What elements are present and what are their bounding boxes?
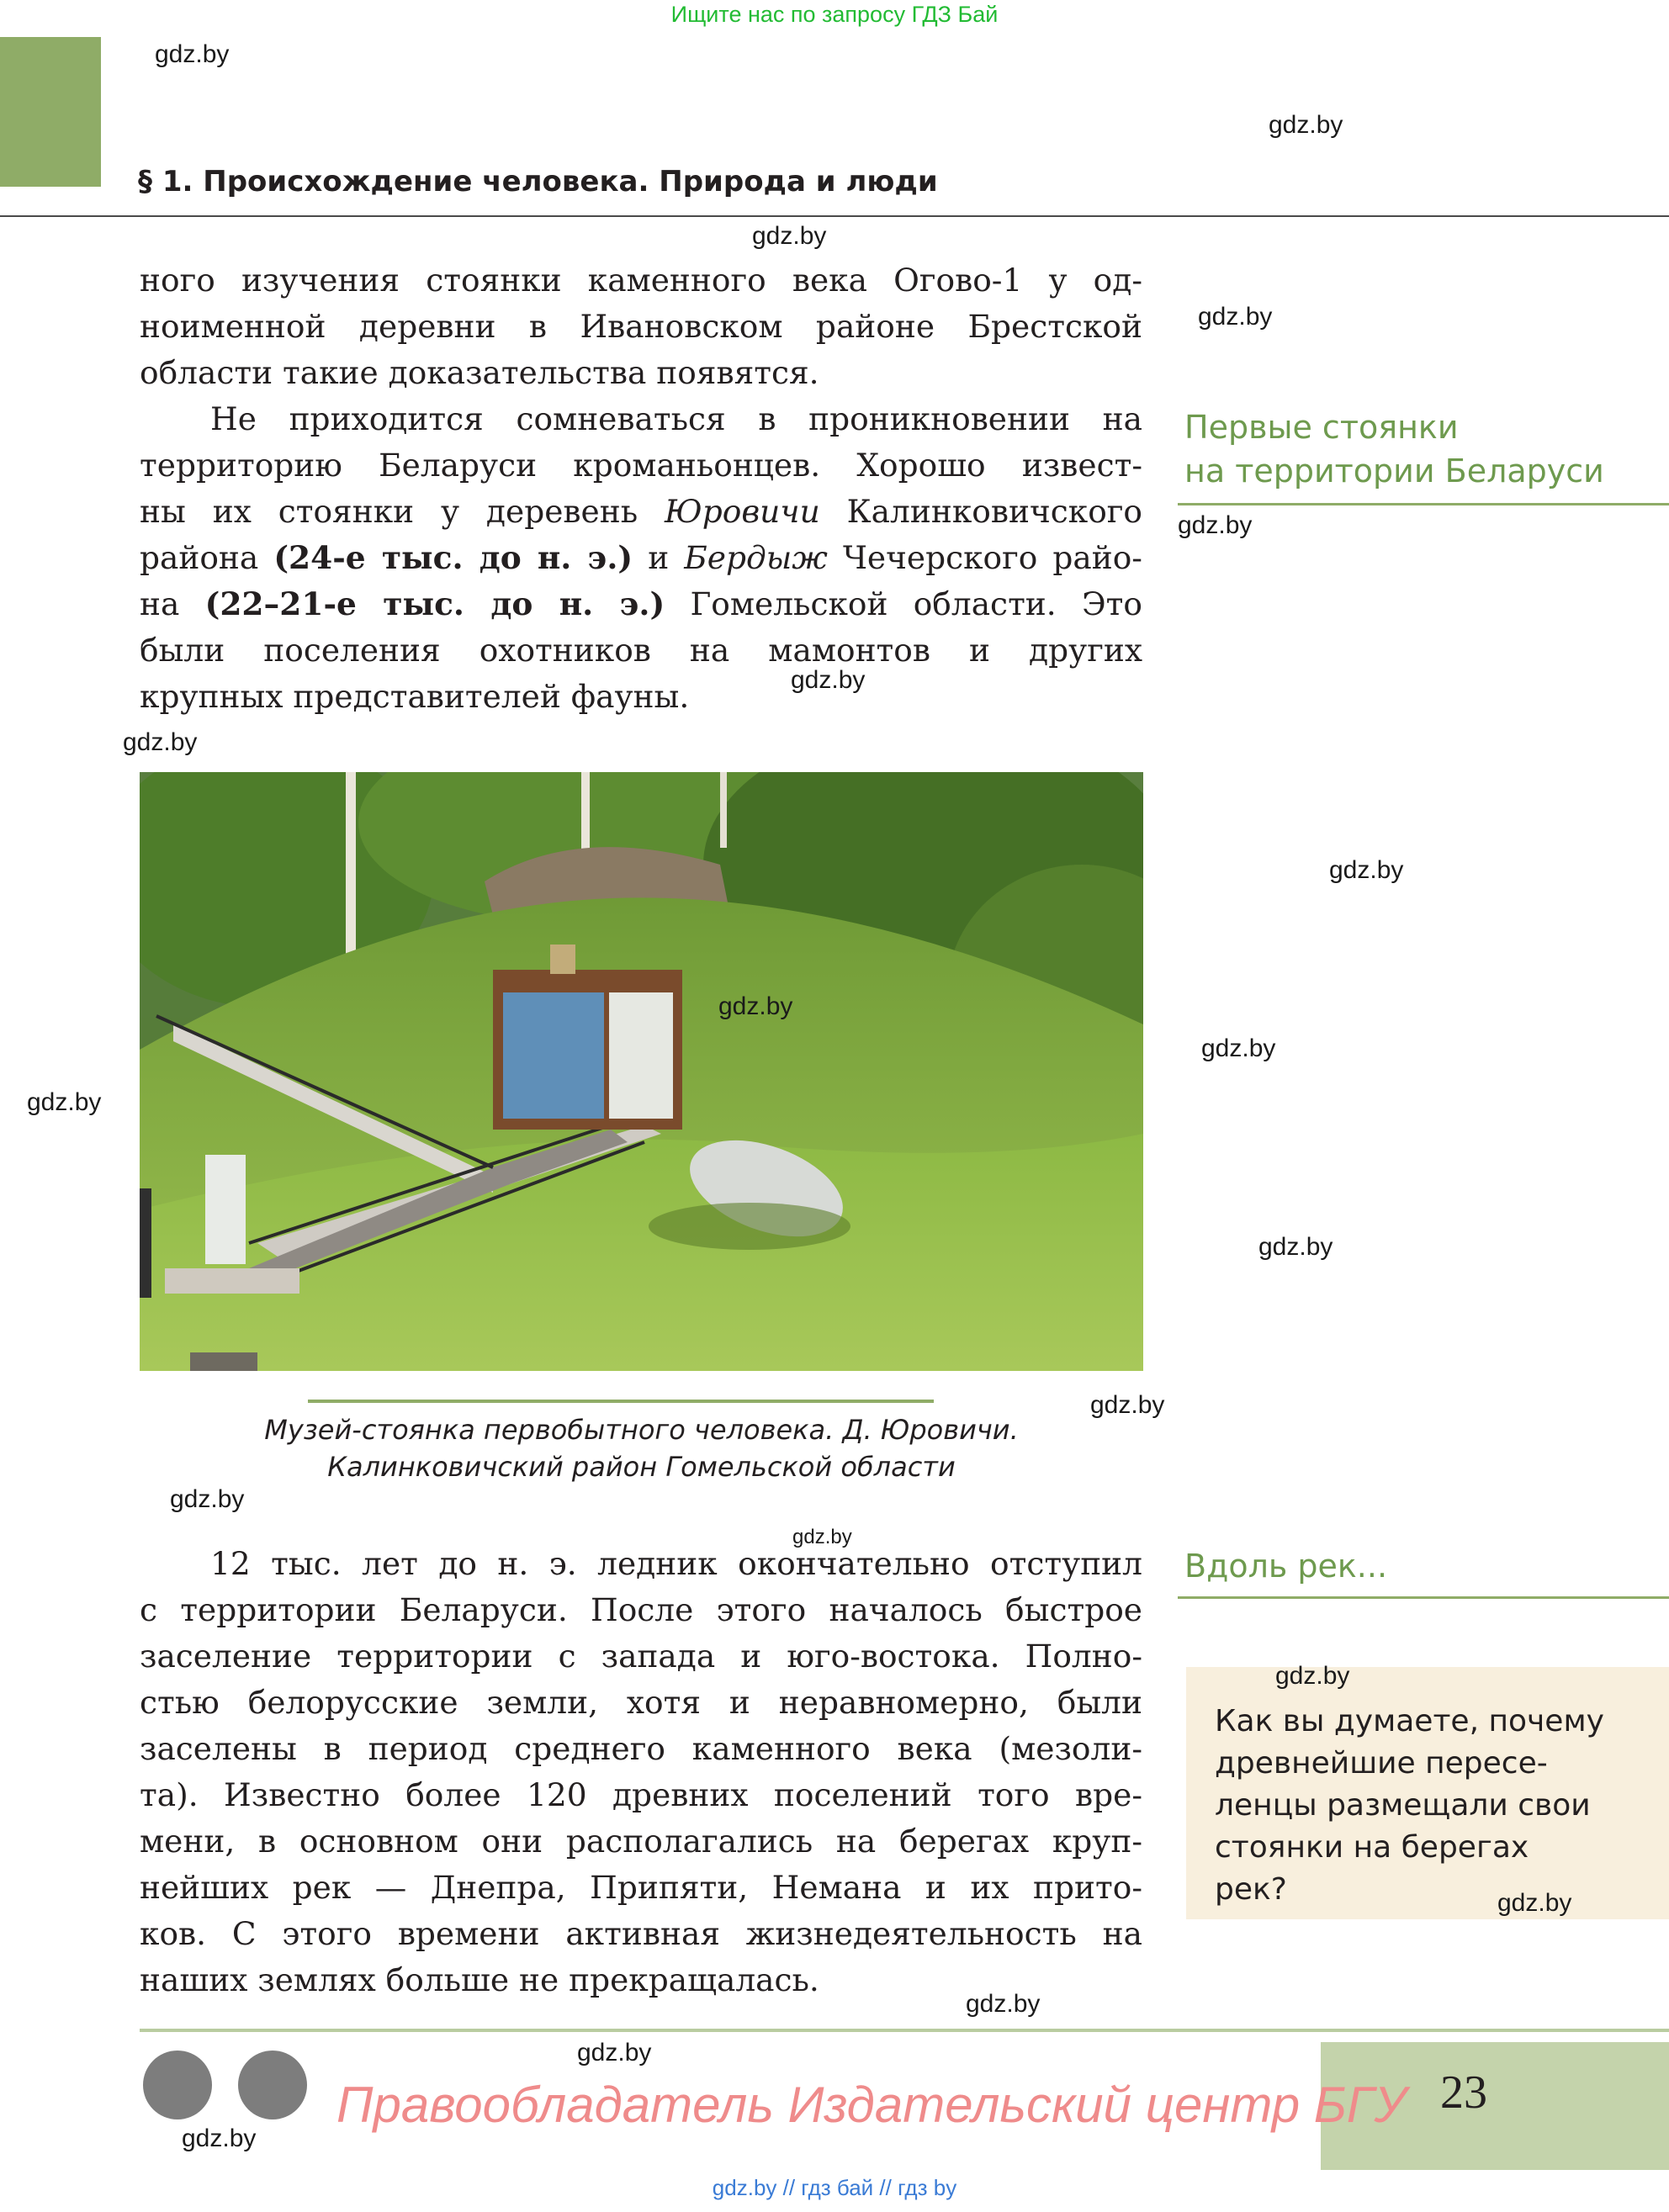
text-line: стью белорусские земли, хотя и неравномерно, были <box>140 1684 1142 1721</box>
text-line: мени, в основном они располагались на берегах круп- <box>140 1823 1142 1860</box>
watermark: gdz.by <box>966 1990 1041 2018</box>
text-line: Не приходится сомневаться в проникновении на <box>210 400 1142 437</box>
caption-divider <box>308 1400 934 1403</box>
text-line: заселение территории с запада и юго-востока. Полно- <box>140 1638 1142 1675</box>
place-name-berdyzh: Бердыж <box>684 539 828 576</box>
sidebar-title-first-sites <box>1184 405 1604 493</box>
text-span: и <box>633 539 685 576</box>
watermark: gdz.by <box>718 992 793 1020</box>
text-line <box>140 581 1142 627</box>
sidebar-title-line: на территории Беларуси <box>1184 452 1604 489</box>
watermark: gdz.by <box>752 222 827 250</box>
paragraph-2 <box>140 396 1142 720</box>
museum-illustration <box>140 772 1143 1371</box>
watermark: gdz.by <box>1329 856 1404 884</box>
decorative-dot <box>238 2051 307 2119</box>
chapter-color-tab <box>0 37 101 187</box>
watermark: gdz.by <box>1090 1391 1165 1419</box>
question-line: стоянки на берегах <box>1215 1830 1529 1865</box>
question-line: рек? <box>1215 1872 1287 1907</box>
watermark: gdz.by <box>155 40 230 68</box>
footer-divider <box>140 2029 1669 2032</box>
text-line: крупных представителей фауны. <box>140 678 690 715</box>
footer-links[interactable]: gdz.by // гдз бай // гдз by <box>712 2175 957 2200</box>
question-line: древнейшие пересе- <box>1215 1746 1548 1781</box>
text-span: Гомельской области. Это <box>665 585 1142 622</box>
watermark: gdz.by <box>182 2125 257 2152</box>
search-banner: Ищите нас по запросу ГДЗ Бай <box>670 2 999 27</box>
page-number: 23 <box>1440 2066 1487 2119</box>
text-line: ноименной деревни в Ивановском районе Брестской <box>140 308 1142 345</box>
text-line <box>140 489 1142 535</box>
page-header-title: § 1. Происхождение человека. Природа и люди <box>138 165 938 198</box>
text-line: были поселения охотников на мамонтов и других <box>140 632 1142 669</box>
sidebar-title-along-rivers: Вдоль рек... <box>1184 1548 1388 1585</box>
caption-line: Музей-стоянка первобытного человека. Д. Юровичи. <box>264 1414 1019 1446</box>
text-line: области такие доказательства появятся. <box>140 354 819 391</box>
text-line: 12 тыс. лет до н. э. ледник окончательно отступил <box>210 1545 1142 1582</box>
place-name-yurovichi: Юровичи <box>665 493 820 530</box>
text-line: нейших рек — Днепра, Припяти, Немана и их прито- <box>140 1869 1142 1906</box>
text-span: района <box>140 539 274 576</box>
photo-caption <box>140 1411 1143 1485</box>
watermark: gdz.by <box>1275 1662 1350 1690</box>
question-text <box>1215 1701 1652 1911</box>
text-span: Чечерского райо- <box>827 539 1142 576</box>
text-line: территорию Беларуси кроманьонцев. Хорошо извест- <box>140 447 1142 484</box>
watermark: gdz.by <box>1178 511 1253 539</box>
text-line: наших землях больше не прекращалась. <box>140 1961 819 1998</box>
header-divider <box>0 215 1669 217</box>
sidebar-divider <box>1178 503 1669 505</box>
watermark: gdz.by <box>123 728 198 756</box>
sidebar-divider <box>1178 1596 1669 1599</box>
copyright-notice: Правообладатель Издательский центр БГУ <box>336 2077 1407 2133</box>
sidebar-title-line: Первые стоянки <box>1184 409 1459 446</box>
question-line: ленцы размещали свои <box>1215 1788 1591 1823</box>
watermark: gdz.by <box>1201 1035 1276 1062</box>
museum-photo <box>140 772 1143 1371</box>
watermark: gdz.by <box>27 1088 102 1116</box>
text-line: заселены в период среднего каменного века (мезоли- <box>140 1730 1142 1767</box>
decorative-dot <box>143 2051 212 2119</box>
watermark: gdz.by <box>577 2039 652 2066</box>
text-line: ков. С этого времени активная жизнедеятельность на <box>140 1915 1142 1952</box>
watermark: gdz.by <box>1258 1233 1333 1261</box>
text-span: ны их стоянки у деревень <box>140 493 665 530</box>
text-span: Калинковичского <box>819 493 1143 530</box>
watermark: gdz.by <box>1198 303 1273 331</box>
caption-line: Калинковичский район Гомельской области <box>327 1451 956 1483</box>
paragraph-3 <box>140 1541 1142 2003</box>
date-bold: (22–21-е тыс. до н. э.) <box>204 585 665 622</box>
text-line: та). Известно более 120 древних поселений того вре- <box>140 1776 1142 1813</box>
paragraph-1 <box>140 257 1142 396</box>
watermark: gdz.by <box>170 1485 245 1513</box>
watermark: gdz.by <box>1497 1889 1572 1917</box>
text-line: с территории Беларуси. После этого началось быстрое <box>140 1591 1142 1628</box>
watermark: gdz.by <box>1269 111 1343 139</box>
date-bold: (24-е тыс. до н. э.) <box>273 539 633 576</box>
question-line: Как вы думаете, почему <box>1215 1704 1604 1738</box>
text-line <box>140 535 1142 581</box>
text-span: на <box>140 585 205 622</box>
watermark: gdz.by <box>792 1526 852 1548</box>
text-line: ного изучения стоянки каменного века Огово-1 у од- <box>140 262 1142 299</box>
watermark: gdz.by <box>791 666 866 694</box>
